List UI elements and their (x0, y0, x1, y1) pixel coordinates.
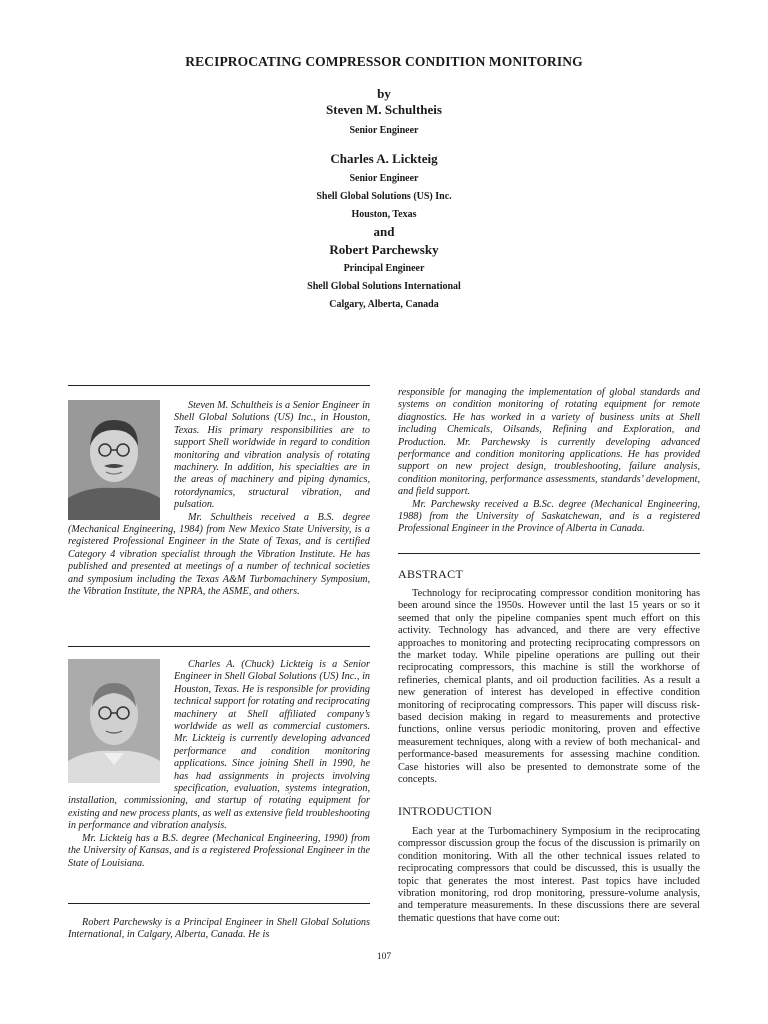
divider-abstract (398, 553, 700, 554)
introduction-text: Each year at the Turbomachinery Symposium in the reciprocating compressor discussion group the focus of the discussion is primarily on condition monitoring. With all the other technical issues related to reciprocating compressors that could be discussed, this is usually the topic that generates the most interest. Past topics have included vibration monitoring, rod drop monitoring, pressure-volume analysis, and temperature measurements. In these discussions there are several thematic questions that have come out: (398, 826, 700, 924)
author-name-lickteig: Charles A. Lickteig (330, 151, 438, 166)
author-affiliation-parchewsky: Shell Global Solutions International (307, 281, 461, 292)
author-location-lickteig: Houston, Texas (351, 209, 417, 220)
abstract-text: Technology for reciprocating compressor condition monitoring has been around since the 1950s. However until the last 15 years or so it seemed that only the pipeline companies spent much effort on this activity. Technology has advanced, and there are very effective approaches to monitoring and protecting reciprocating compressors on the market today. While pipeline operations are pulling out their reciprocating compressors, this machine is still the workhorse of refineries, chemical plants, and oil production facilities. As a result a new generation of interest has developed in effective condition monitoring of reciprocating compressors. This paper will discuss risk-based decision making in regard to measurements and protective functions, online versus periodic monitoring, proven and effective measurement techniques, along with a review of both mechanical- and performance-based measurements for assessing machine condition. Case histories will also be presented to demonstrate some of the concepts. (398, 588, 700, 786)
bio-lickteig (68, 659, 370, 870)
paper-title: RECIPROCATING COMPRESSOR CONDITION MONITORING (185, 54, 583, 69)
bio-lickteig-para1: Charles A. (Chuck) Lickteig is a Senior Engineer in Shell Global Solutions (US) Inc., in Houston, Texas. He is responsible for providing technical support for rotating and reciprocating machinery at Shell affiliated company’s worldwide as well as commercial customers. Mr. Lickteig is currently developing advanced performance and condition monitoring applications. Since joining Shell in 1990, he has had assignments in projects involving specification, evaluation, systems integration, installation, commissioning, and startup of rotating equipment for existing and new process plants, as well as extensive field troubleshooting in performance and vibration analysis. (68, 659, 370, 832)
photo-schultheis (68, 400, 160, 520)
author-name-parchewsky: Robert Parchewsky (329, 242, 439, 257)
bio-parchewsky-para1-start: Robert Parchewsky is a Principal Engineer in Shell Global Solutions International, in Calgary, Alberta, Canada. He is (68, 917, 370, 941)
abstract-heading: ABSTRACT (398, 567, 464, 581)
bio-schultheis (68, 400, 370, 599)
bio-lickteig-para2: Mr. Lickteig has a B.S. degree (Mechanical Engineering, 1990) from the University of Kansas, and is a registered Professional Engineer in the State of Louisiana. (68, 832, 370, 869)
photo-lickteig (68, 659, 160, 783)
bio-parchewsky-para2: Mr. Parchewsky received a B.Sc. degree (Mechanical Engineering, 1988) from the University of Saskatchewan, and is a registered Professional Engineer in the Province of Alberta in Canada. (398, 498, 700, 535)
author-affiliation-lickteig: Shell Global Solutions (US) Inc. (316, 191, 452, 202)
divider-bio-bottom (68, 903, 370, 904)
bio-parchewsky-para1-cont: responsible for managing the implementation of global standards and systems on condition monitoring of rotating equipment for remote diagnostics. He has worked in a variety of business units at Shell including Chemicals, Oilsands, Refining and Exploration, and Production. Mr. Parchewsky is currently developing advanced performance and condition monitoring applications. He has provided support on new project design, troubleshooting, failure analysis, condition monitoring, performance assessments, standards’ development, and field support. (398, 387, 700, 498)
bio-parchewsky-continued (398, 387, 700, 536)
page-number: 107 (376, 952, 392, 962)
bio-parchewsky-start (68, 917, 370, 942)
introduction-heading: INTRODUCTION (398, 804, 493, 818)
author-name-schultheis: Steven M. Schultheis (326, 102, 442, 117)
byline: by (377, 86, 391, 101)
bio-schultheis-para1: Steven M. Schultheis is a Senior Engineer in Shell Global Solutions (US) Inc., in Houston, Texas. His primary responsibilities are to support Shell worldwide in regard to condition monitoring and vibration analysis of rotating machinery. In addition, his specialties are in the areas of machinery and piping dynamics, rotordynamics, structural vibration, and pulsation. (174, 400, 370, 511)
author-location-parchewsky: Calgary, Alberta, Canada (329, 299, 439, 310)
introduction-body (398, 826, 700, 925)
author-role-schultheis: Senior Engineer (349, 125, 419, 136)
abstract-body (398, 588, 700, 787)
divider-bio-top (68, 385, 370, 386)
divider-bio-middle (68, 646, 370, 647)
bio-schultheis-para2: Mr. Schultheis received a B.S. degree (Mechanical Engineering, 1984) from New Mexico State University, is a registered Professional Engineer in the State of Texas, and is certified Category 4 vibration specialist through the Vibration Institute. He has published and presented at meetings of a number of technical societies and symposium including the Texas A&M Turbomachinery Symposium, the Vibration Institute, the NPRA, the ASME, and others. (68, 511, 370, 598)
author-role-lickteig: Senior Engineer (349, 173, 419, 184)
author-role-parchewsky: Principal Engineer (343, 263, 425, 274)
and-connector: and (373, 224, 395, 239)
